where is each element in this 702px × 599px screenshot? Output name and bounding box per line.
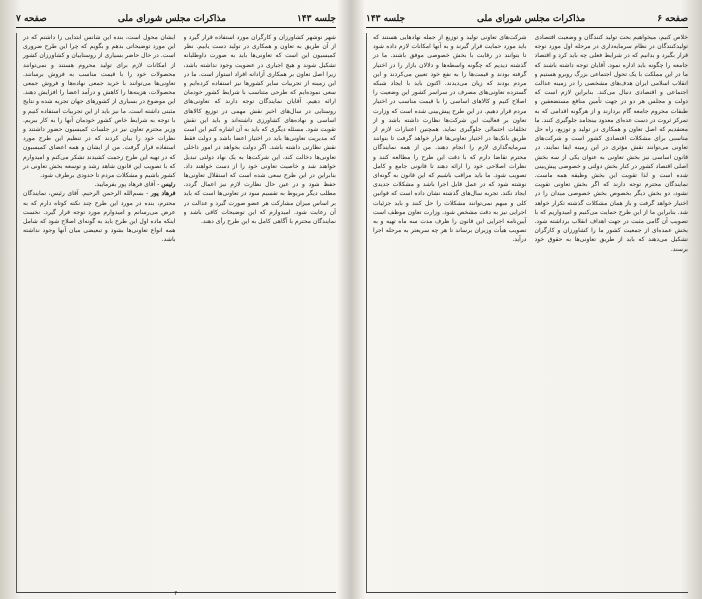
text-column-left <box>16 33 176 593</box>
text-columns <box>366 33 688 593</box>
speaker-name: رئیس <box>161 181 176 189</box>
chair-line <box>23 180 176 189</box>
text-column-left <box>366 33 527 593</box>
bottom-rule <box>366 592 688 593</box>
speech-text: - بسم‌الله الرحمن الرحیم. آقای رئیس، نمایندگان محترم، بنده در مورد این طرح چند نکته کوتاه دارم که به عرض می‌رسانم و امیدوارم مورد توجه قرار گیرد. نخست اینکه ماده اول این طرح باید به گونه‌ای اصلاح شود که شامل همه انواع تعاونی‌ها بشود و تبعیضی میان آنها وجود نداشته باشد. <box>23 190 176 244</box>
footnote-mark: ۴ <box>174 590 178 597</box>
page-header <box>16 14 336 28</box>
session-number: جلسه ۱۴۳ <box>366 14 406 24</box>
page-right <box>356 0 698 599</box>
text-column-right <box>184 33 337 593</box>
paragraph: شهر نوشهر کشاورزان و کارگران مورد استفاده قرار گیرد و از آن طریق به تعاون و همکاری در تولید دست یابیم. نظر کمیسیون این است که تعاونی‌ها باید به صورت داوطلبانه تشکیل شوند و هیچ اجباری در عضویت وجود نداشته باشد، زیرا اصل تعاون بر همکاری آزادانه افراد استوار است. ما در این زمینه از تجربیات سایر کشورها نیز استفاده کرده‌ایم و سعی نموده‌ایم که طرحی متناسب با شرایط کشور خودمان ارائه دهیم. آقایان نمایندگان توجه دارند که تعاونی‌های روستایی در سال‌های اخیر نقش مهمی در توزیع کالاهای اساسی و نهاده‌های کشاورزی داشته‌اند و باید این نقش تقویت شود. مسئله دیگری که باید به آن اشاره کنم این است که مدیریت تعاونی‌ها باید در اختیار اعضا باشد و دولت فقط نقش نظارتی داشته باشد. اگر دولت بخواهد در امور داخلی تعاونی‌ها دخالت کند، این شرکت‌ها به یک نهاد دولتی تبدیل خواهند شد و خاصیت تعاونی خود را از دست خواهند داد. بنابراین در این طرح سعی شده است که استقلال تعاونی‌ها حفظ شود و در عین حال نظارت لازم نیز اعمال گردد. مطلب دیگر مربوط به تقسیم سود در تعاونی‌ها است که باید بر اساس میزان مشارکت هر عضو صورت گیرد و عدالت در آن رعایت شود. امیدوارم که این توضیحات کافی باشد و نمایندگان محترم با آگاهی کامل به این طرح رأی دهند. <box>183 34 336 226</box>
paragraph: شرکت‌های تعاونی تولید و توزیع از جمله نهادهایی هستند که باید مورد حمایت قرار گیرند و به آنها امکانات لازم داده شود تا بتوانند در رقابت با بخش خصوصی موفق باشند. ما در گذشته دیدیم که چگونه واسطه‌ها و دلالان بازار را در اختیار گرفته بودند و قیمت‌ها را به نفع خود تعیین می‌کردند و این مردم بودند که زیان می‌دیدند. اکنون باید با ایجاد شبکه گسترده تعاونی‌های مصرف در سراسر کشور این وضعیت را اصلاح کنیم و کالاهای اساسی را با قیمت مناسب در اختیار مردم قرار دهیم. در این طرح پیش‌بینی شده است که وزارت تعاون بر فعالیت این شرکت‌ها نظارت داشته باشد و از تخلفات احتمالی جلوگیری نماید. همچنین اعتبارات لازم از طریق بانک‌ها در اختیار تعاونی‌ها قرار خواهد گرفت تا بتوانند سرمایه‌گذاری لازم را انجام دهند. من از همه نمایندگان محترم تقاضا دارم که با دقت این طرح را مطالعه کنند و نظرات اصلاحی خود را ارائه دهند تا قانونی جامع و کامل تصویب شود. ما باید مراقب باشیم که این قانون به گونه‌ای نوشته شود که در عمل قابل اجرا باشد و مشکلات جدیدی ایجاد نکند. تجربه سال‌های گذشته نشان داده است که قوانین کلی و مبهم نمی‌توانند مشکلات را حل کنند و باید جزئیات اجرایی نیز به دقت مشخص شود. وزارت تعاون موظف است آیین‌نامه اجرایی این قانون را ظرف مدت سه ماه تهیه و به تصویب هیأت وزیران برساند تا هر چه سریعتر به مرحله اجرا درآید. <box>373 34 527 244</box>
text-columns <box>16 33 336 593</box>
speaker-line <box>23 189 176 244</box>
page-number: صفحه ۷ <box>16 14 47 24</box>
page-header <box>366 14 688 28</box>
session-number: جلسه ۱۴۳ <box>296 14 336 24</box>
page-title: مذاکرات مجلس شورای ملی <box>117 14 226 24</box>
page-number: صفحه ۶ <box>657 14 688 24</box>
paragraph: ایشان محول است، بنده این شانس ابتدایی را داشتم که در این مورد توضیحاتی بدهم و بگویم که چرا این طرح ضروری است. در حال حاضر بسیاری از روستاییان و کشاورزان کشور از امکانات لازم برای تولید محروم هستند و نمی‌توانند محصولات خود را با قیمت مناسب به فروش برسانند. تعاونی‌ها می‌توانند با خرید جمعی نهاده‌ها و فروش جمعی محصولات، هزینه‌ها را کاهش و درآمد اعضا را افزایش دهند. این موضوع در بسیاری از کشورهای جهان تجربه شده و نتایج مثبتی داشته است. ما نیز باید از این تجربیات استفاده کنیم و با توجه به شرایط خاص کشور خودمان آنها را به کار ببریم. وزیر محترم تعاون نیز در جلسات کمیسیون حضور داشتند و نظرات خود را بیان کردند که در تنظیم این طرح مورد استفاده قرار گرفت. من از ایشان و همه اعضای کمیسیون که در تهیه این طرح زحمت کشیدند تشکر می‌کنم و امیدوارم که با تصویب این قانون شاهد رشد و توسعه بخش تعاونی در کشور باشیم و مشکلات مردم تا حدودی برطرف شود. <box>23 34 176 180</box>
text-column-right <box>535 33 689 593</box>
speaker-name: فرهاد پور <box>150 190 176 198</box>
page-left <box>6 0 346 599</box>
page-title: مذاکرات مجلس شورای ملی <box>477 14 586 24</box>
speech-text: - آقای فرهاد پور بفرمایید. <box>94 181 160 189</box>
paragraph: خلاص کنیم، میخواهیم بحث تولید کنندگان و وضعیت اقتصادی تولیدکنندگان در نظام سرمایه‌داری در مرحله اول مورد توجه قرار بگیرد و بدانیم که در شرایط فعلی چه باید کرد و اقتصاد جامعه را چگونه باید اداره نمود. آقایان توجه داشته باشند که ما در این مملکت با یک تحول اجتماعی بزرگ روبرو هستیم و انقلاب اسلامی ایران هدف‌های مشخصی را در زمینه عدالت اجتماعی و اقتصادی دنبال می‌کند. بنابراین لازم است که دولت و مجلس هر دو در جهت تأمین منافع مستضعفین و طبقات محروم جامعه گام بردارند و از هرگونه اقدامی که به تمرکز ثروت در دست عده‌ای معدود بینجامد جلوگیری کنند. ما معتقدیم که اصل تعاون و همکاری در تولید و توزیع، راه حل مناسبی برای مشکلات اقتصادی کشور است و شرکت‌های تعاونی می‌توانند نقش مؤثری در این زمینه ایفا نمایند. در قانون اساسی نیز بخش تعاونی به عنوان یکی از سه بخش اصلی اقتصاد کشور در کنار بخش دولتی و خصوصی پیش‌بینی شده است و لذا تقویت این بخش وظیفه همه ماست. نمایندگان محترم توجه دارند که اگر بخش تعاونی تقویت نشود، دو بخش دیگر بخصوص بخش خصوصی میدان را در اختیار خواهد گرفت و باز همان مشکلات گذشته تکرار خواهد شد. بنابراین ما از این طرح حمایت می‌کنیم و امیدواریم که با تصویب آن گامی مثبت در جهت اهداف انقلاب برداشته شود. بخش عمده‌ای از جمعیت کشور ما را کشاورزان و کارگران تشکیل می‌دهند که باید از طریق تعاونی‌ها به حقوق خود برسند. <box>534 34 688 253</box>
